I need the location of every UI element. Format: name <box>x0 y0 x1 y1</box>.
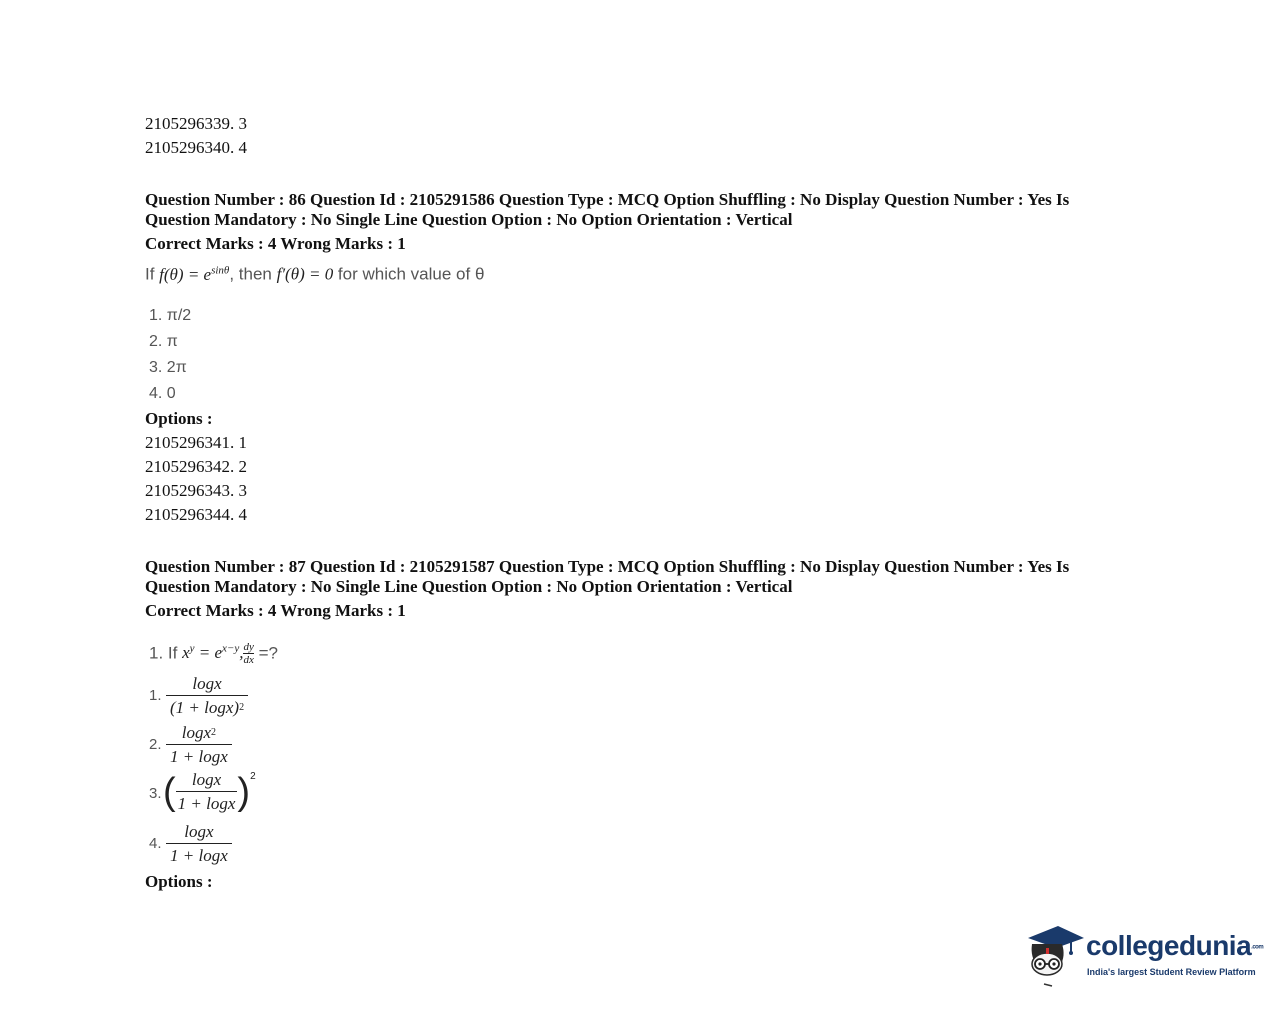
option-id-line: 2105296341. 1 <box>145 432 247 452</box>
fraction: logx $(1 + \log x)^2$ <box>166 673 248 720</box>
options-label: Options : <box>145 408 213 428</box>
option-id-line: 2105296343. 3 <box>145 480 247 500</box>
choice-item: 4. 0 <box>149 384 176 402</box>
choice-item: 4. logx 1 + logx <box>145 821 1145 870</box>
question-header-line2: Question Mandatory : No Single Line Question Option : No Option Orientation : Vertical <box>145 576 793 596</box>
brand-name: collegedunia.com <box>1086 930 1264 961</box>
fraction: logx 1 + logx <box>177 769 236 813</box>
choice-item: 1. logx $(1 + \log x)^2$ <box>145 673 1145 722</box>
choice-item: 3. 2π <box>149 358 187 376</box>
question-marks: Correct Marks : 4 Wrong Marks : 1 <box>145 234 406 253</box>
brand-tagline: India's largest Student Review Platform <box>1087 967 1256 977</box>
mascot-icon <box>1024 918 1086 990</box>
choice-item: 2. logx$^2$ 1 + logx <box>145 722 1145 771</box>
derivative-fraction: $\frac{dy}{dx}$ <box>243 641 254 667</box>
document-page <box>145 112 1145 894</box>
choice-item: 2. π <box>149 332 178 350</box>
option-id-line: 2105296344. 4 <box>145 504 247 524</box>
question-87 <box>145 557 1145 894</box>
fraction: logx 1 + logx <box>166 821 232 868</box>
right-paren: ) <box>237 771 251 814</box>
option-id-line: 2105296339. 3 <box>145 114 247 133</box>
option-id-line: 2105296340. 4 <box>145 138 247 157</box>
options-label: Options : <box>145 871 213 891</box>
question-header-line2: Question Mandatory : No Single Line Question Option : No Option Orientation : Vertical <box>145 210 793 229</box>
choice-list <box>145 673 1145 870</box>
option-id-line: 2105296342. 2 <box>145 456 247 476</box>
collegedunia-logo <box>1024 918 1264 990</box>
question-86 <box>145 190 1145 527</box>
choice-item: 1. π/2 <box>149 306 192 324</box>
question-marks: Correct Marks : 4 Wrong Marks : 1 <box>145 600 406 620</box>
question-text: 1. If $x^y = e^{x-y}$, $\frac{dy}{dx}$ =? <box>149 641 278 667</box>
question-text: If $f(\theta) = e^{sin\theta}$, then f′(θ) = 0 for which value of θ <box>145 264 485 284</box>
choice-item: 3. ( logx 1 + logx ) $^2$ <box>145 771 1145 821</box>
fraction: logx$^2$ 1 + logx <box>166 722 232 769</box>
question-header-line1: Question Number : 86 Question Id : 2105291586 Question Type : MCQ Option Shuffling : No Display Question Number : Yes Is <box>145 190 1070 209</box>
question-header-line1: Question Number : 87 Question Id : 2105291587 Question Type : MCQ Option Shuffling : No Display Question Number : Yes Is <box>145 556 1070 576</box>
left-paren: ( <box>163 771 176 814</box>
choice-list <box>149 303 1145 407</box>
